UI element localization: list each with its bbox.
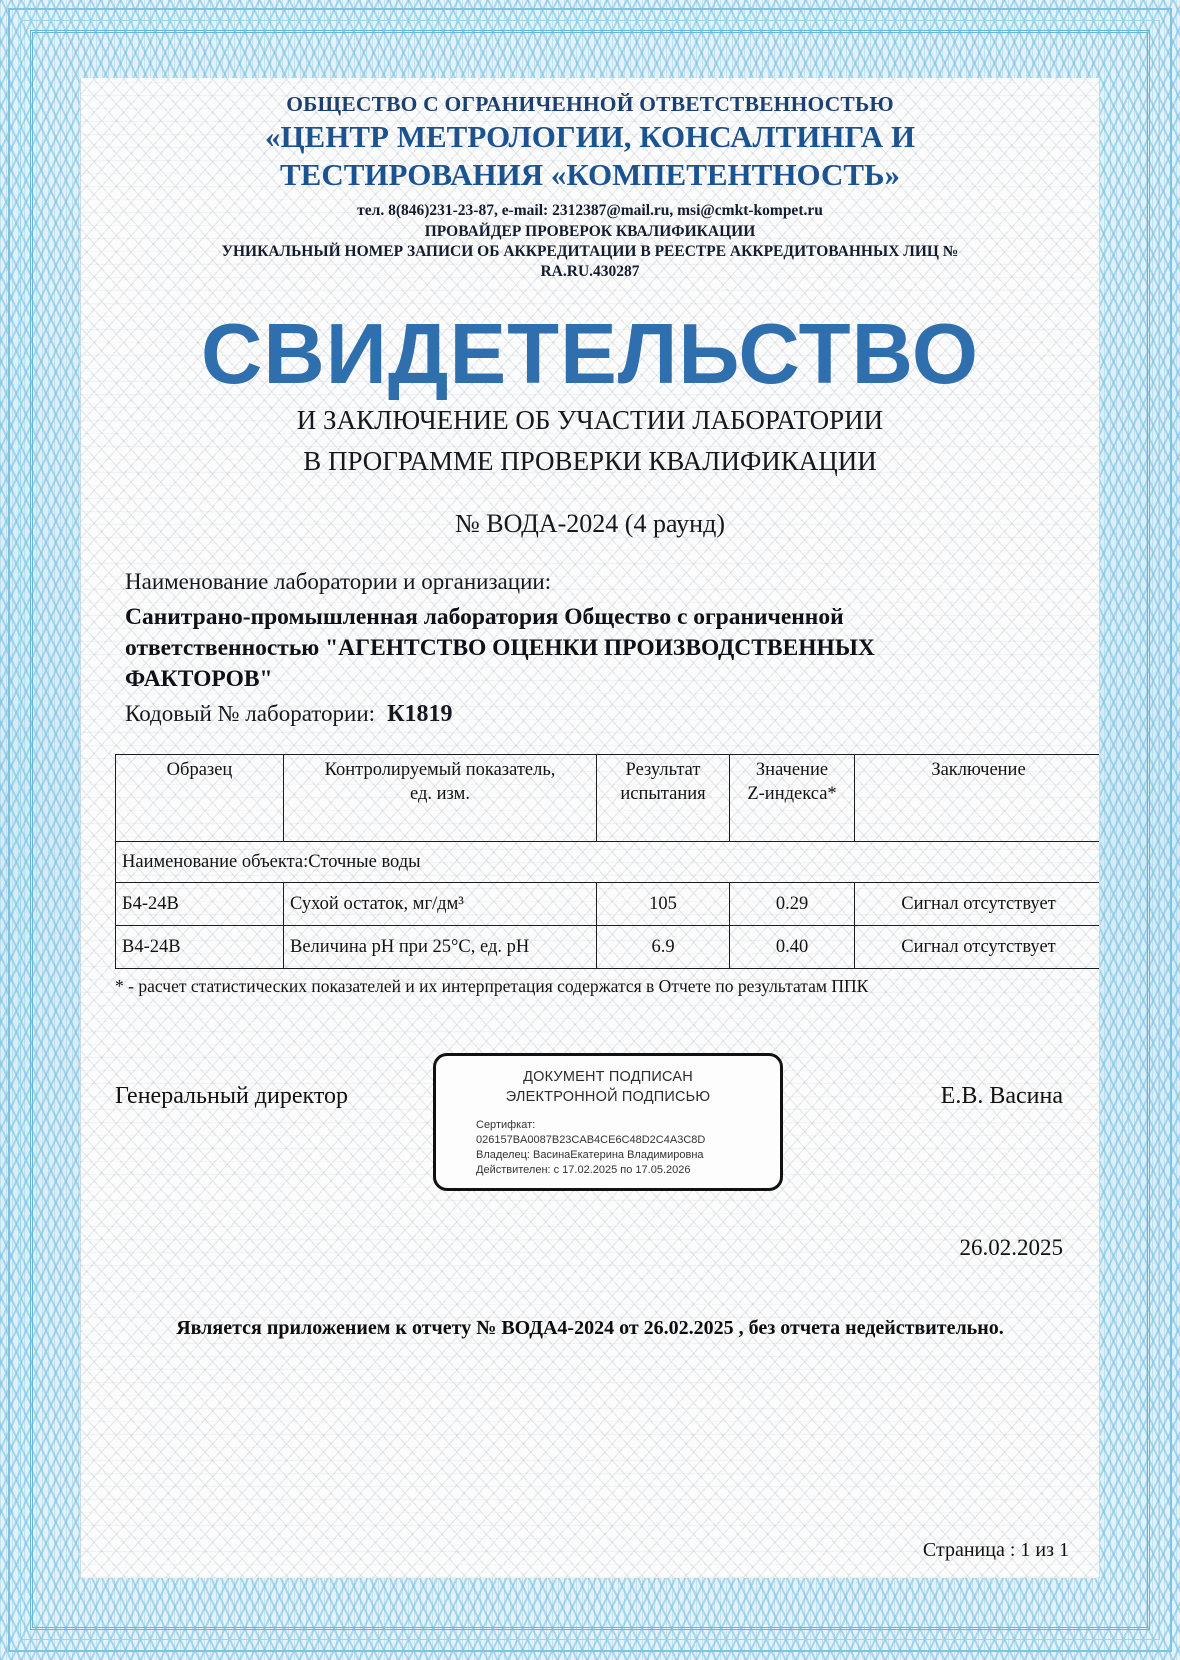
signatory-name: Е.В. Васина bbox=[940, 1083, 1063, 1110]
table-footnote: * - расчет статистических показателей и их интерпретация содержатся в Отчете по результатам ППК bbox=[115, 976, 869, 997]
cell-zindex: 0.29 bbox=[730, 883, 855, 926]
column-header-result-line1: Результат bbox=[625, 760, 701, 781]
cell-result: 105 bbox=[597, 883, 730, 926]
cell-sample: В4-24В bbox=[116, 926, 284, 969]
column-header-parameter-line2: ед. изм. bbox=[410, 784, 470, 805]
organization-header bbox=[109, 92, 1071, 282]
laboratory-section bbox=[109, 567, 1071, 729]
table-row bbox=[116, 883, 1101, 926]
page-title: СВИДЕТЕЛЬСТВО bbox=[201, 307, 979, 403]
column-header-result-line2: испытания bbox=[620, 784, 706, 805]
cell-parameter: Сухой остаток, мг/дм³ bbox=[284, 883, 597, 926]
provider-label: ПРОВАЙДЕР ПРОВЕРОК КВАЛИФИКАЦИИ bbox=[424, 223, 756, 240]
document-paper bbox=[80, 78, 1100, 1578]
stamp-title bbox=[446, 1068, 770, 1107]
stamp-title-line-2: ЭЛЕКТРОННОЙ ПОДПИСЬЮ bbox=[505, 1089, 711, 1106]
program-number: № ВОДА-2024 (4 раунд) bbox=[455, 508, 725, 538]
signatory-position: Генеральный директор bbox=[115, 1083, 349, 1110]
laboratory-name: Санитрано-промышленная лаборатория Общество с ограниченной ответственностью "АГЕНТСТВО ОЦЕНКИ ПРОИЗВОДСТВЕННЫХ ФАКТОРОВ" bbox=[125, 604, 875, 693]
column-header-zindex-line2: Z-индекса* bbox=[747, 784, 837, 805]
stamp-certificate-number: 026157BA0087B23CAB4CE6C48D2C4A3C8D bbox=[476, 1134, 706, 1147]
accreditation-label: УНИКАЛЬНЫЙ НОМЕР ЗАПИСИ ОБ АККРЕДИТАЦИИ В РЕЕСТРЕ АККРЕДИТОВАННЫХ ЛИЦ № bbox=[221, 243, 959, 261]
column-header-parameter bbox=[284, 755, 597, 842]
stamp-title-line-1: ДОКУМЕНТ ПОДПИСАН bbox=[523, 1069, 693, 1086]
cell-conclusion: Сигнал отсутствует bbox=[855, 883, 1101, 926]
column-header-zindex-line1: Значение bbox=[755, 760, 829, 781]
stamp-validity: Действителен: с 17.02.2025 по 17.05.2026 bbox=[476, 1164, 691, 1177]
laboratory-code-value: К1819 bbox=[387, 701, 453, 728]
table-object-row bbox=[116, 842, 1101, 883]
accreditation-number: RA.RU.430287 bbox=[540, 263, 640, 281]
results-table bbox=[115, 754, 1100, 969]
stamp-owner: Владелец: ВасинаЕкатерина Владимировна bbox=[476, 1149, 704, 1162]
org-name-line-2: ТЕСТИРОВАНИЯ «КОМПЕТЕНТНОСТЬ» bbox=[279, 156, 901, 192]
stamp-details bbox=[446, 1118, 770, 1179]
column-header-result bbox=[597, 755, 730, 842]
appendix-note: Является приложением к отчету № ВОДА4-2024 от 26.02.2025 , без отчета недействительно. bbox=[176, 1317, 1004, 1340]
column-header-zindex bbox=[730, 755, 855, 842]
cell-zindex: 0.40 bbox=[730, 926, 855, 969]
subtitle-line-2: В ПРОГРАММЕ ПРОВЕРКИ КВАЛИФИКАЦИИ bbox=[303, 445, 877, 476]
page-footer: Страница : 1 из 1 bbox=[922, 1539, 1069, 1561]
laboratory-code-label: Кодовый № лаборатории: bbox=[125, 701, 376, 727]
cell-result: 6.9 bbox=[597, 926, 730, 969]
signature-block bbox=[109, 1059, 1071, 1209]
object-name-cell: Наименование объекта:Сточные воды bbox=[116, 842, 1101, 883]
org-legal-form: ОБЩЕСТВО С ОГРАНИЧЕННОЙ ОТВЕТСТВЕННОСТЬЮ bbox=[286, 92, 894, 116]
cell-parameter: Величина рН при 25°C, ед. рН bbox=[284, 926, 597, 969]
laboratory-code-row bbox=[125, 701, 1071, 728]
cell-sample: Б4-24В bbox=[116, 883, 284, 926]
laboratory-label: Наименование лаборатории и организации: bbox=[125, 568, 552, 594]
document-date: 26.02.2025 bbox=[959, 1235, 1063, 1261]
table-row bbox=[116, 926, 1101, 969]
cell-conclusion: Сигнал отсутствует bbox=[855, 926, 1101, 969]
column-header-conclusion: Заключение bbox=[855, 755, 1101, 842]
org-name-line-1: «ЦЕНТР МЕТРОЛОГИИ, КОНСАЛТИНГА И bbox=[264, 118, 916, 154]
column-header-parameter-line1: Контролируемый показатель, bbox=[324, 760, 556, 781]
electronic-signature-stamp bbox=[433, 1053, 783, 1191]
subtitle-line-1: И ЗАКЛЮЧЕНИЕ ОБ УЧАСТИИ ЛАБОРАТОРИИ bbox=[296, 405, 884, 436]
column-header-sample: Образец bbox=[116, 755, 284, 842]
stamp-certificate-label: Сертифкат: bbox=[476, 1118, 536, 1131]
table-header-row bbox=[116, 755, 1101, 842]
org-contacts: тел. 8(846)231-23-87, e-mail: 2312387@mail.ru, msi@cmkt-kompet.ru bbox=[357, 201, 823, 219]
